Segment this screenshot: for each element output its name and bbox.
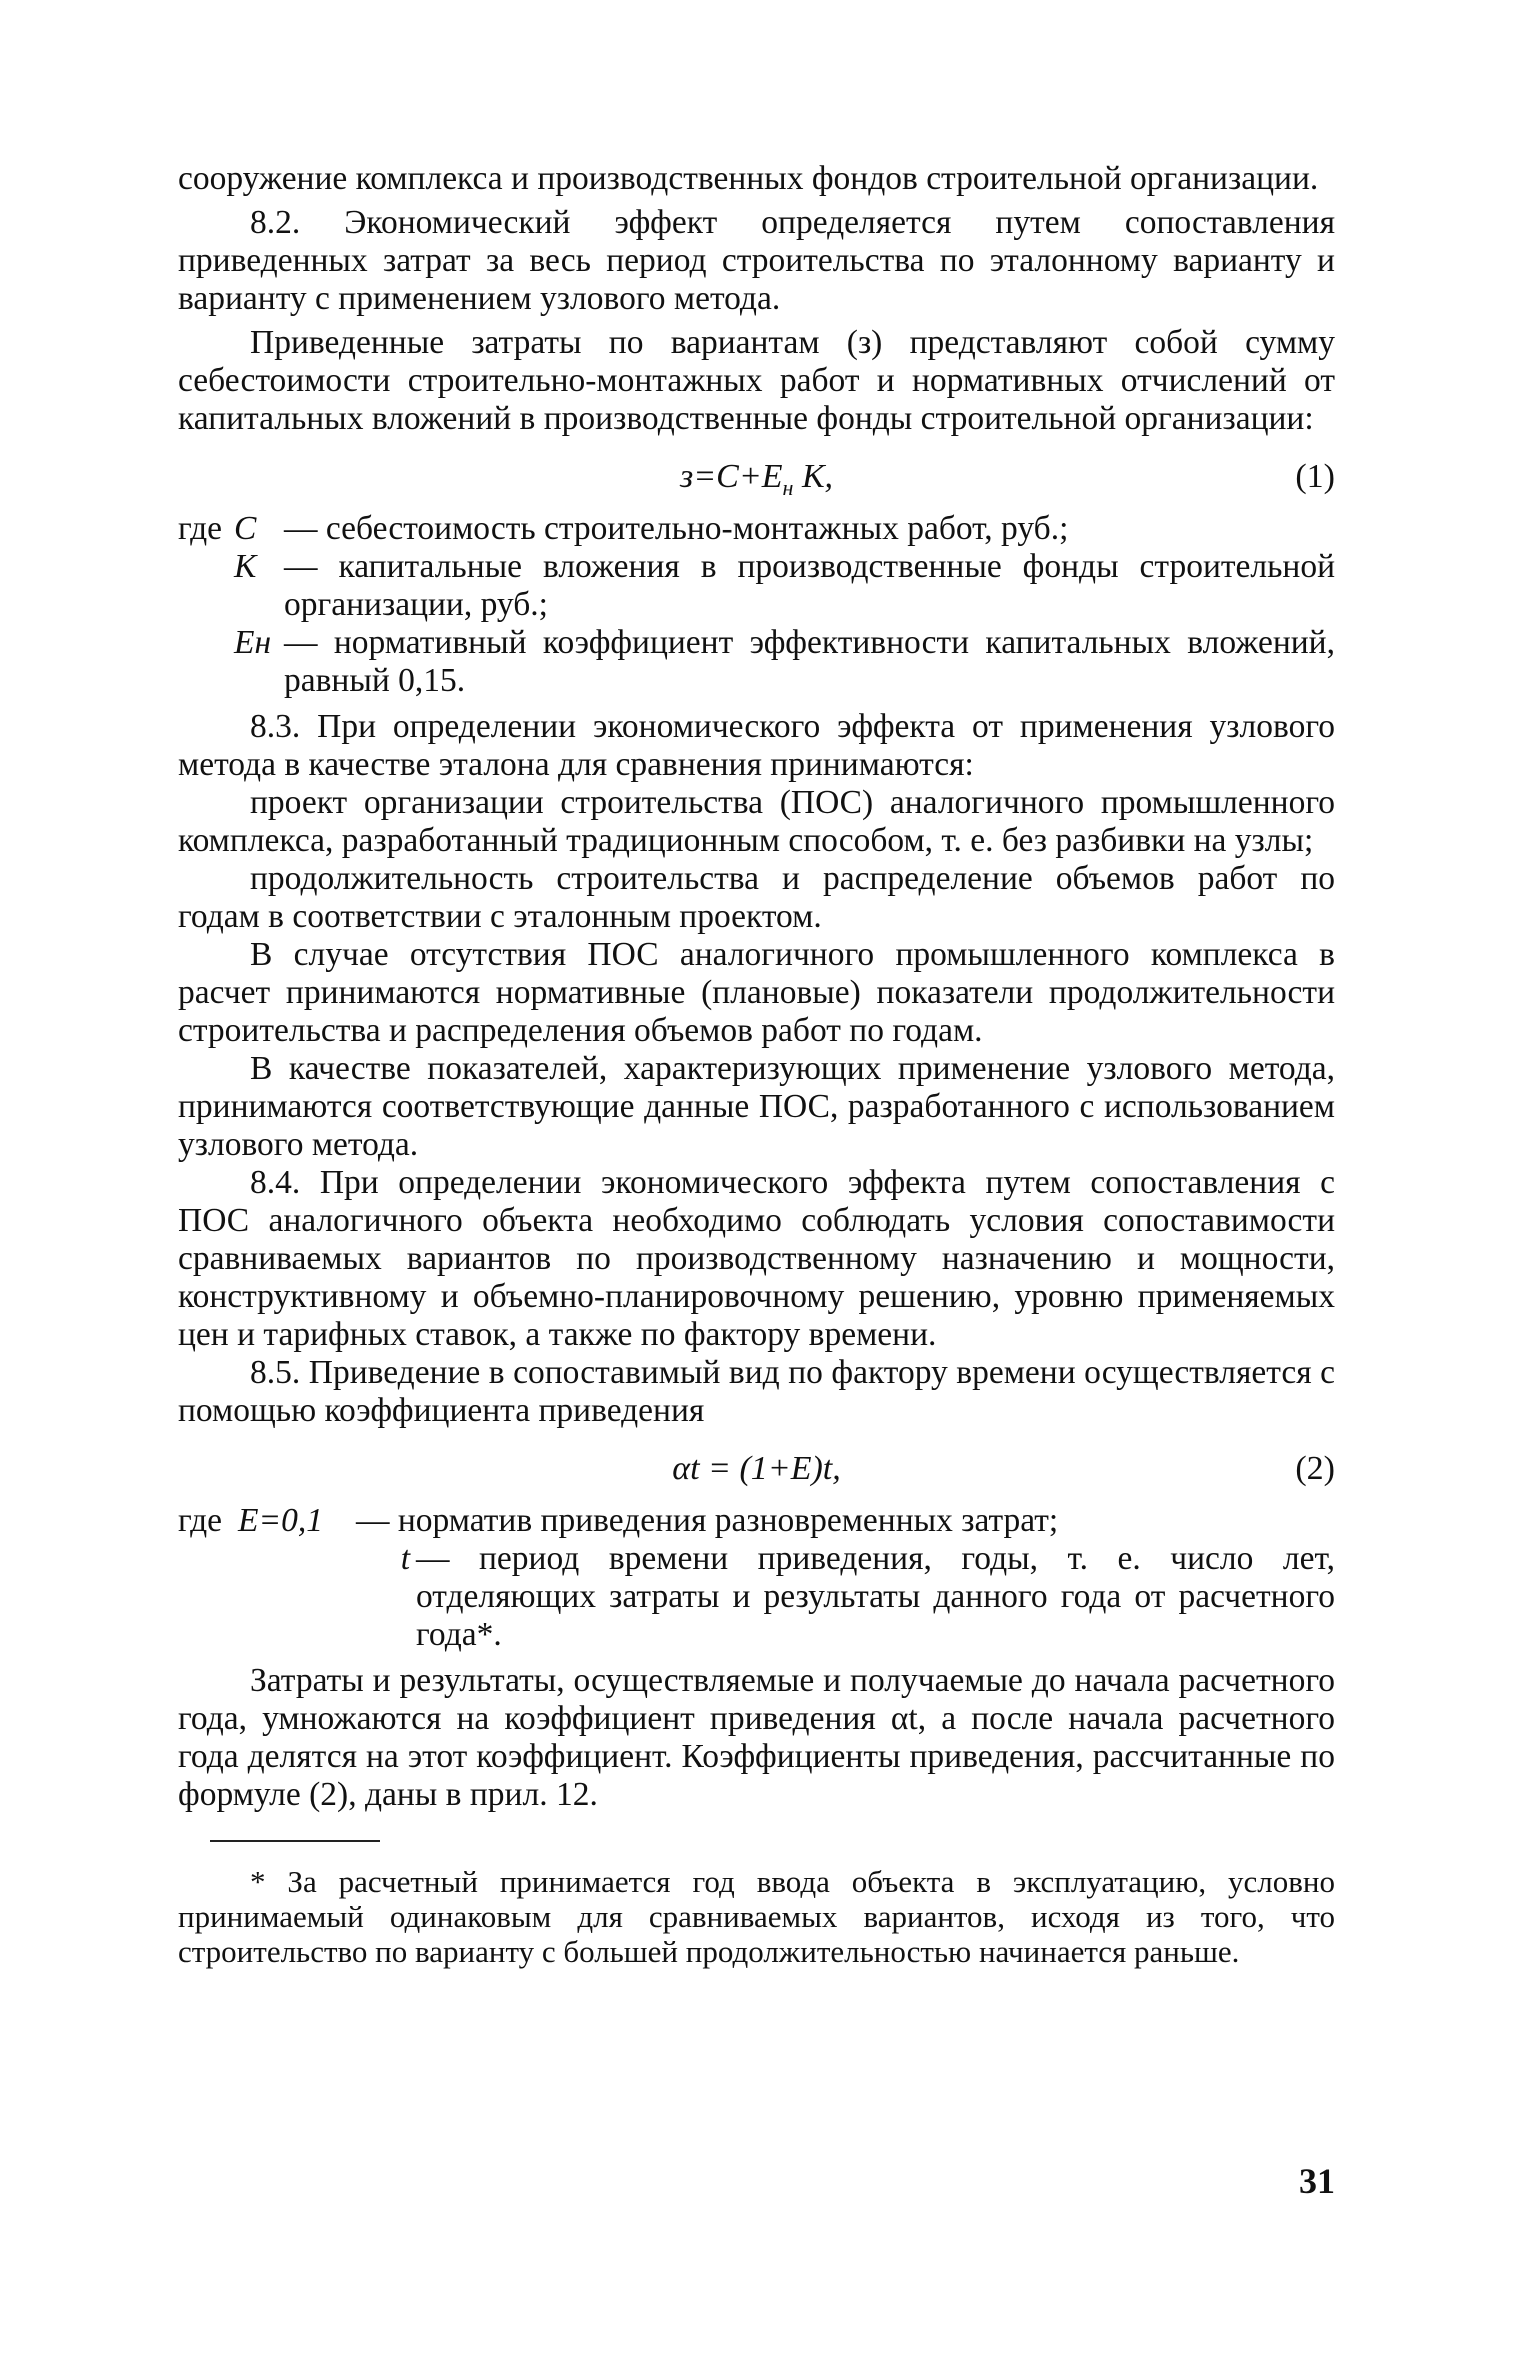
paragraph-coefficients: Затраты и результаты, осуществляемые и получаемые до начала расчетного года, умножаются на коэффициент приведения αt, а после начала расчетного года делятся на этот коэффициент. Коэффициенты приведения, рассчитанные по формуле (2), даны в прил. 12. [178, 1662, 1335, 1813]
formula-2-expression: αt = (1+E)t, [672, 1450, 841, 1487]
paragraph-continuation: сооружение комплекса и производственных фондов строительной организации. [178, 160, 1319, 197]
formula-2-definitions [178, 1502, 1335, 1654]
footnote-divider [210, 1840, 380, 1842]
definition-text: — нормативный коэффициент эффективности капитальных вложений, равный 0,15. [284, 624, 1335, 699]
formula-2-number: (2) [1295, 1450, 1335, 1487]
paragraph-8-3: 8.3. При определении экономического эффекта от применения узлового метода в качестве эталона для сравнения принимаются: [178, 708, 1335, 783]
page-number: 31 [1299, 2161, 1335, 2201]
definition-lead [178, 548, 234, 624]
formula-1 [178, 450, 1335, 506]
definition-row [178, 510, 1335, 548]
footnote [178, 1864, 1335, 1969]
definition-text: — норматив приведения разновременных затрат; [356, 1502, 1059, 1539]
definition-symbol: t [400, 1540, 410, 1577]
definition-text: — себестоимость строительно-монтажных работ, руб.; [284, 510, 1069, 547]
paragraph-reduced-costs: Приведенные затраты по вариантам (з) представляют собой сумму себестоимости строительно-монтажных работ и нормативных отчислений от капитальных вложений в производственные фонды строительной организации: [178, 324, 1335, 437]
footnote-text: * За расчетный принимается год ввода объекта в эксплуатацию, условно принимаемый одинаковым для сравниваемых вариантов, исходя из того, что строительство по варианту с большей продолжительностью начинается раньше. [178, 1864, 1335, 1969]
formula-1-expression: $з=С+Е_н$ К, [679, 458, 834, 500]
definition-text: — период времени приведения, годы, т. е. число лет, отделяющих затраты и результаты данного года от расчетного года*. [416, 1540, 1335, 1653]
definition-row [178, 624, 1335, 700]
paragraph-indicators: В качестве показателей, характеризующих применение узлового метода, принимаются соответствующие данные ПОС, разработанного с использованием узлового метода. [178, 1050, 1335, 1163]
formula-1-number: (1) [1295, 458, 1335, 495]
paragraph-duration: продолжительность строительства и распределение объемов работ по годам в соответствии с эталонным проектом. [178, 860, 1335, 935]
definition-lead: где [178, 510, 222, 547]
paragraph-8-4: 8.4. При определении экономического эффекта путем сопоставления с ПОС аналогичного объекта необходимо соблюдать условия сопоставимости сравниваемых вариантов по производственному назначению и мощности, конструктивному и объемно-планировочному решению, уровню применяемых цен и тарифных ставок, а также по фактору времени. [178, 1164, 1335, 1353]
definition-row [178, 1540, 1335, 1654]
paragraph-8-2: 8.2. Экономический эффект определяется путем сопоставления приведенных затрат за весь период строительства по эталонному варианту и варианту с применением узлового метода. [178, 204, 1335, 317]
paragraph-no-pos: В случае отсутствия ПОС аналогичного промышленного комплекса в расчет принимаются нормативные (плановые) показатели продолжительности строительства и распределения объемов работ по годам. [178, 936, 1335, 1049]
formula-2 [178, 1442, 1335, 1498]
definition-symbol: E=0,1 [238, 1502, 323, 1539]
definition-row [178, 548, 1335, 624]
definition-text: — капитальные вложения в производственные фонды строительной организации, руб.; [284, 548, 1335, 623]
definition-symbol: К [234, 548, 257, 585]
formula-1-definitions [178, 510, 1335, 700]
definition-symbol: С [234, 510, 257, 547]
definition-row [178, 1502, 1335, 1540]
paragraph-8-5: 8.5. Приведение в сопоставимый вид по фактору времени осуществляется с помощью коэффициента приведения [178, 1354, 1335, 1429]
paragraph-pos-project: проект организации строительства (ПОС) аналогичного промышленного комплекса, разработанный традиционным способом, т. е. без разбивки на узлы; [178, 784, 1335, 859]
formula-1-subscript: н [782, 474, 794, 500]
definition-symbol: Ен [234, 624, 272, 661]
definition-lead: где [178, 1502, 222, 1539]
definition-lead [178, 624, 234, 700]
